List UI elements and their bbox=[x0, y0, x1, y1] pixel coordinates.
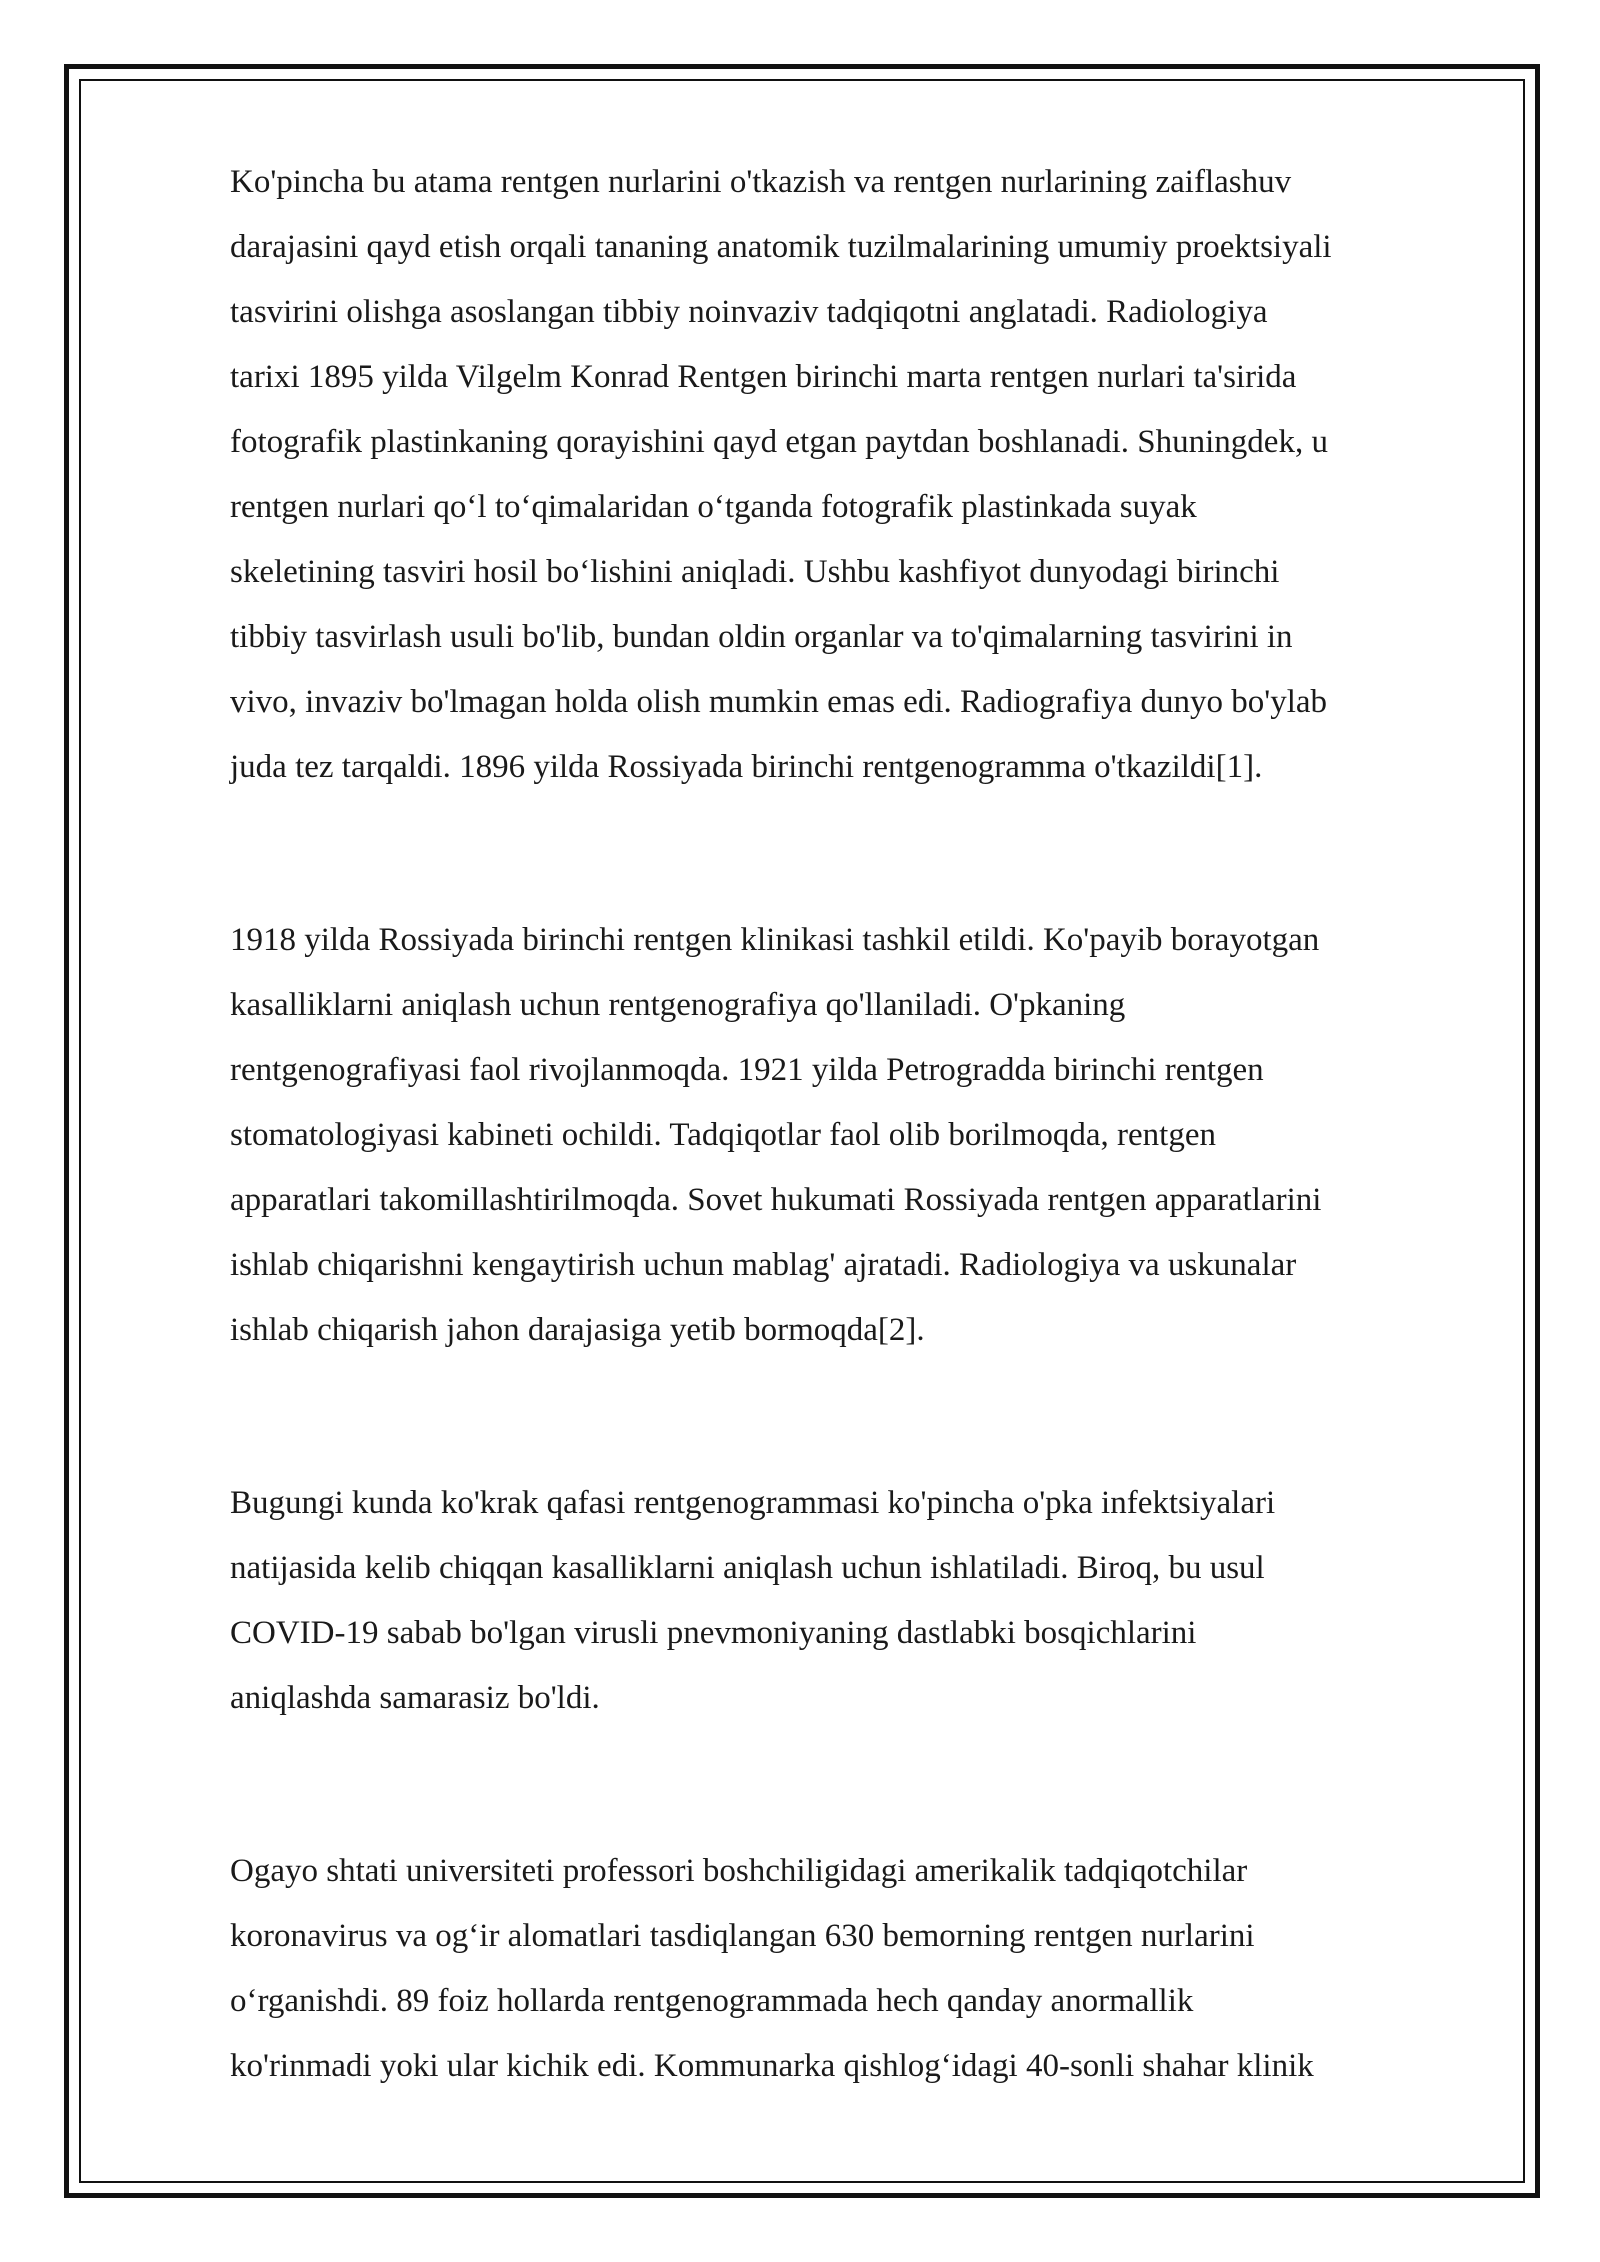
text-line: skeletining tasviri hosil boʻlishini aniqladi. Ushbu kashfiyot dunyodagi birinchi bbox=[230, 554, 1280, 590]
paragraph-ohio-study bbox=[230, 1839, 1490, 2099]
text-line: natijasida kelib chiqqan kasalliklarni aniqlash uchun ishlatiladi. Biroq, bu usul bbox=[230, 1550, 1265, 1586]
paragraph-chest-xray-today bbox=[230, 1471, 1490, 1731]
document-body bbox=[230, 150, 1490, 2207]
text-line: darajasini qayd etish orqali tananing anatomik tuzilmalarining umumiy proektsiyali bbox=[230, 229, 1332, 265]
text-line: tibbiy tasvirlash usuli bo'lib, bundan oldin organlar va to'qimalarning tasvirini in bbox=[230, 619, 1293, 655]
text-line: vivo, invaziv bo'lmagan holda olish mumkin emas edi. Radiografiya dunyo bo'ylab bbox=[230, 684, 1328, 720]
paragraph-radiology-history bbox=[230, 150, 1490, 800]
text-line: Ogayo shtati universiteti professori boshchiligidagi amerikalik tadqiqotchilar bbox=[230, 1853, 1248, 1889]
text-line: aniqlashda samarasiz bo'ldi. bbox=[230, 1680, 600, 1716]
text-line: kasalliklarni aniqlash uchun rentgenografiya qo'llaniladi. O'pkaning bbox=[230, 987, 1126, 1023]
text-line: ko'rinmadi yoki ular kichik edi. Kommunarka qishlogʻidagi 40-sonli shahar klinik bbox=[230, 2048, 1314, 2084]
text-line: oʻrganishdi. 89 foiz hollarda rentgenogrammada hech qanday anormallik bbox=[230, 1983, 1194, 2019]
text-line: tasvirini olishga asoslangan tibbiy noinvaziv tadqiqotni anglatadi. Radiologiya bbox=[230, 294, 1268, 330]
text-line: Ko'pincha bu atama rentgen nurlarini o'tkazish va rentgen nurlarining zaiflashuv bbox=[230, 164, 1292, 200]
text-line: ishlab chiqarish jahon darajasiga yetib bormoqda[2]. bbox=[230, 1312, 925, 1348]
paragraph-russia-clinic bbox=[230, 908, 1490, 1363]
text-line: stomatologiyasi kabineti ochildi. Tadqiqotlar faol olib borilmoqda, rentgen bbox=[230, 1117, 1216, 1153]
text-line: rentgenografiyasi faol rivojlanmoqda. 1921 yilda Petrogradda birinchi rentgen bbox=[230, 1052, 1264, 1088]
text-line: koronavirus va ogʻir alomatlari tasdiqlangan 630 bemorning rentgen nurlarini bbox=[230, 1918, 1255, 1954]
text-line: rentgen nurlari qoʻl toʻqimalaridan oʻtganda fotografik plastinkada suyak bbox=[230, 489, 1197, 525]
text-line: tarixi 1895 yilda Vilgelm Konrad Rentgen birinchi marta rentgen nurlari ta'sirida bbox=[230, 359, 1297, 395]
text-line: 1918 yilda Rossiyada birinchi rentgen klinikasi tashkil etildi. Ko'payib borayotgan bbox=[230, 922, 1320, 958]
text-line: COVID-19 sabab bo'lgan virusli pnevmoniyaning dastlabki bosqichlarini bbox=[230, 1615, 1197, 1651]
text-line: apparatlari takomillashtirilmoqda. Sovet hukumati Rossiyada rentgen apparatlarini bbox=[230, 1182, 1322, 1218]
text-line: juda tez tarqaldi. 1896 yilda Rossiyada birinchi rentgenogramma o'tkazildi[1]. bbox=[230, 749, 1263, 785]
text-line: ishlab chiqarishni kengaytirish uchun mablag' ajratadi. Radiologiya va uskunalar bbox=[230, 1247, 1297, 1283]
text-line: fotografik plastinkaning qorayishini qayd etgan paytdan boshlanadi. Shuningdek, u bbox=[230, 424, 1328, 460]
text-line: Bugungi kunda ko'krak qafasi rentgenogrammasi ko'pincha o'pka infektsiyalari bbox=[230, 1485, 1276, 1521]
